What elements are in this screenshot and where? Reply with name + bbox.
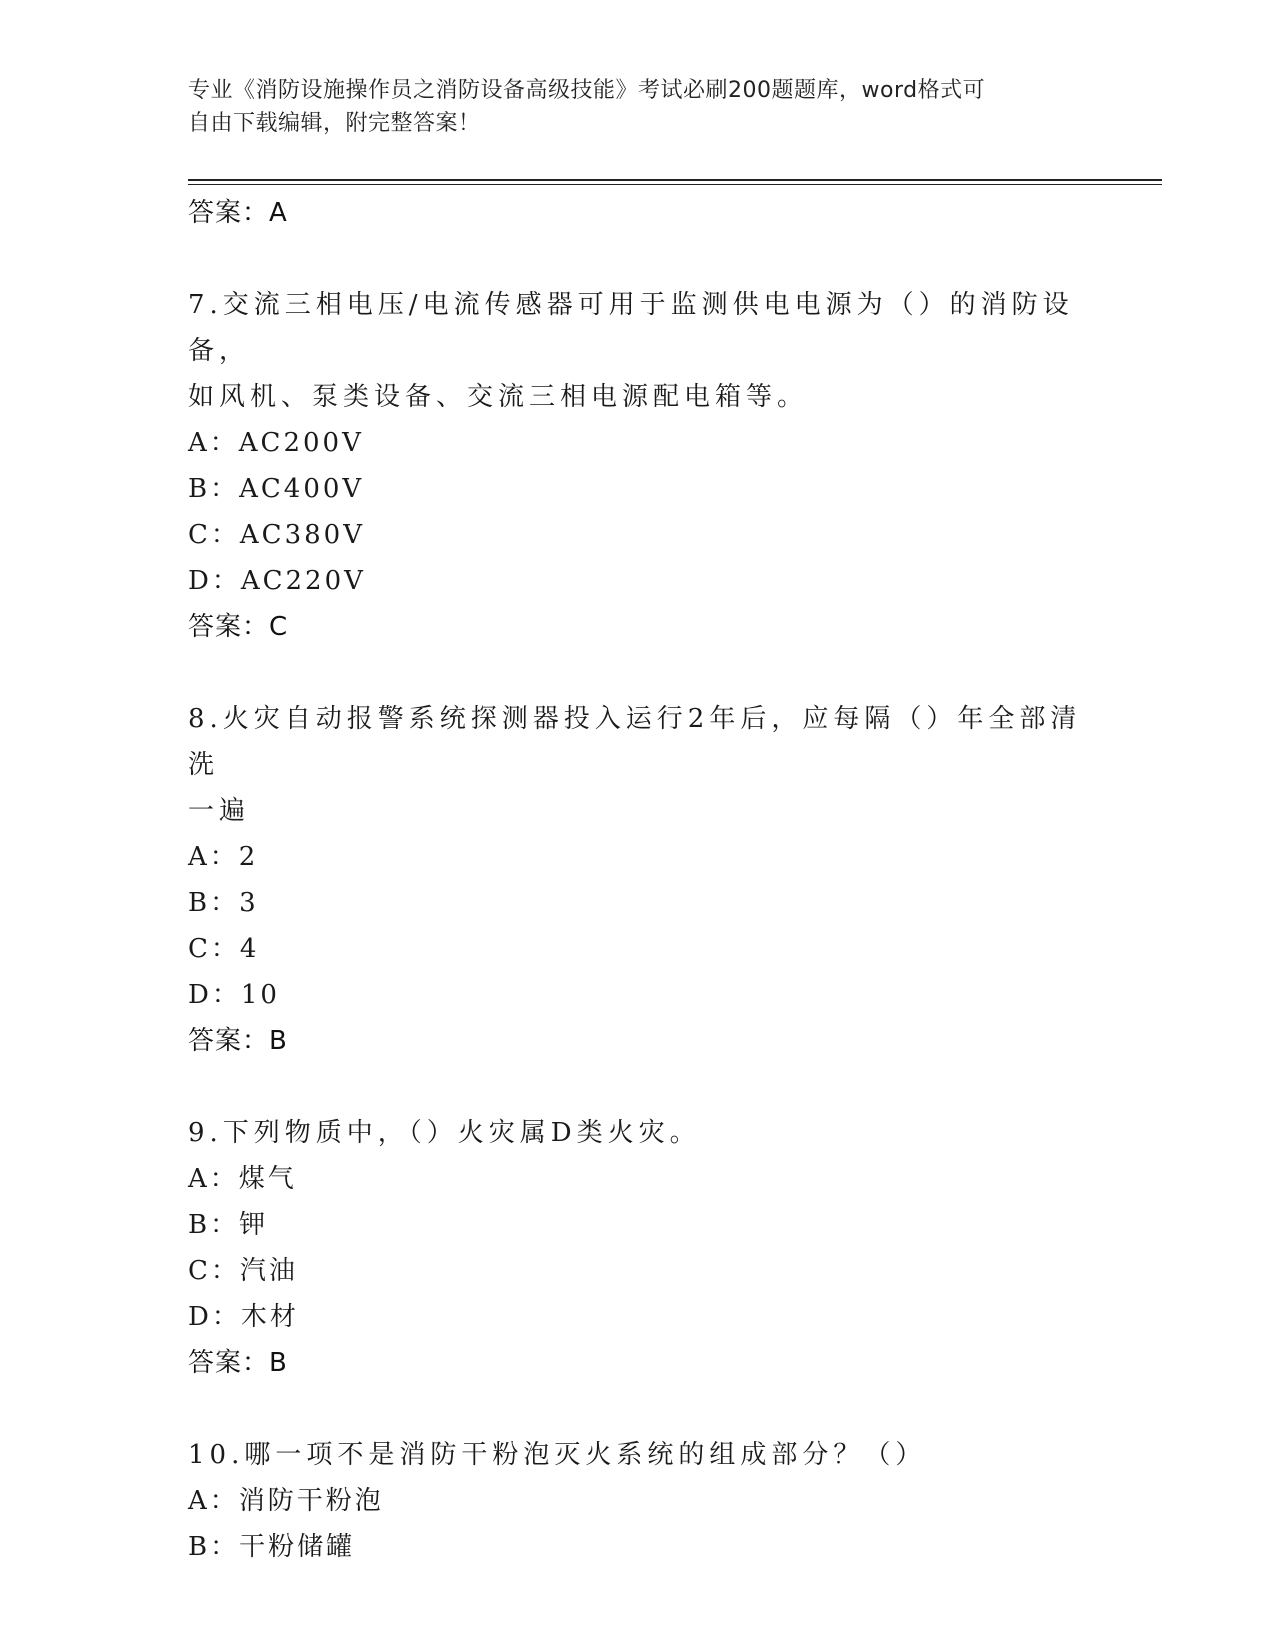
question-text-line: 如风机、泵类设备、交流三相电源配电箱等。 (188, 382, 809, 412)
question-item (188, 1110, 1088, 1156)
question-item (188, 696, 1088, 834)
option-b: B：钾 (188, 1210, 269, 1240)
option-d: D：AC220V (188, 566, 366, 596)
question-list (188, 190, 1088, 1570)
option-a: A：消防干粉泡 (188, 1486, 384, 1516)
option-d: D：木材 (188, 1302, 299, 1332)
option-b: B：干粉储罐 (188, 1532, 356, 1562)
option-b: B：3 (188, 888, 259, 918)
question-item (188, 282, 1088, 420)
question-item (188, 1432, 1088, 1478)
option-b: B：AC400V (188, 474, 365, 504)
answer-line: 答案：A (188, 198, 288, 228)
option-c: C：AC380V (188, 520, 365, 550)
question-text-line: 7.交流三相电压/电流传感器可用于监测供电电源为（）的消防设备， (188, 290, 1074, 366)
option-c: C：汽油 (188, 1256, 298, 1286)
question-text-line: 8.火灾自动报警系统探测器投入运行2年后，应每隔（）年全部清洗 (188, 704, 1082, 780)
question-text-line: 10.哪一项不是消防干粉泡灭火系统的组成部分？（） (188, 1440, 927, 1470)
header-divider-thick (188, 179, 1162, 181)
answer-line: 答案：C (188, 612, 289, 642)
option-a: A：2 (188, 842, 259, 872)
header-divider-thin (188, 184, 1162, 185)
question-text-line: 9.下列物质中，（）火灾属D类火灾。 (188, 1118, 701, 1148)
header-line-2: 自由下载编辑，附完整答案！ (188, 111, 481, 136)
option-d: D：10 (188, 980, 280, 1010)
option-c: C：4 (188, 934, 260, 964)
answer-line: 答案：B (188, 1348, 288, 1378)
answer-line: 答案：B (188, 1026, 288, 1056)
document-header (188, 74, 1068, 140)
question-text-line: 一遍 (188, 796, 251, 826)
option-a: A：煤气 (188, 1164, 297, 1194)
option-a: A：AC200V (188, 428, 364, 458)
header-line-1: 专业《消防设施操作员之消防设备高级技能》考试必刷200题题库，word格式可 (188, 78, 986, 103)
